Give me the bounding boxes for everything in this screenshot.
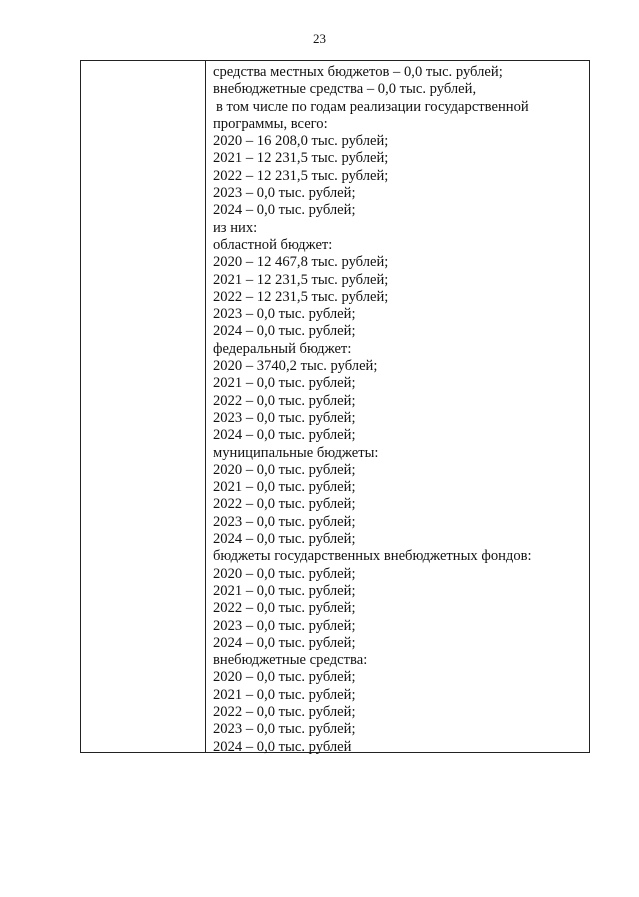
column-divider <box>205 61 206 752</box>
text-line: 2024 – 0,0 тыс. рублей; <box>213 202 356 219</box>
text-line: 2020 – 16 208,0 тыс. рублей; <box>213 133 389 150</box>
text-line: внебюджетные средства: <box>213 652 368 669</box>
text-line: 2023 – 0,0 тыс. рублей; <box>213 306 356 323</box>
text-line: 2024 – 0,0 тыс. рублей; <box>213 427 356 444</box>
text-line: средства местных бюджетов – 0,0 тыс. рублей; <box>213 64 503 80</box>
text-line: 2022 – 0,0 тыс. рублей; <box>213 496 356 513</box>
text-line: программы, всего: <box>213 115 328 132</box>
text-line: 2021 – 0,0 тыс. рублей; <box>213 375 356 392</box>
funding-table <box>80 60 590 753</box>
text-line: 2023 – 0,0 тыс. рублей; <box>213 513 356 530</box>
text-line: 2024 – 0,0 тыс. рублей; <box>213 531 356 548</box>
text-line: 2020 – 0,0 тыс. рублей; <box>213 565 356 582</box>
text-line: в том числе по годам реализации государственной <box>216 98 529 115</box>
text-line: 2024 – 0,0 тыс. рублей; <box>213 634 356 651</box>
table-left-cell <box>81 61 205 752</box>
text-line: 2023 – 0,0 тыс. рублей; <box>213 185 356 202</box>
text-line: 2024 – 0,0 тыс. рублей <box>213 738 352 755</box>
text-line: областной бюджет: <box>213 236 333 253</box>
text-line: 2023 – 0,0 тыс. рублей; <box>213 721 356 738</box>
table-right-cell <box>213 64 585 756</box>
text-line: 2021 – 12 231,5 тыс. рублей; <box>213 271 389 288</box>
text-line: 2022 – 0,0 тыс. рублей; <box>213 703 356 720</box>
text-line: 2024 – 0,0 тыс. рублей; <box>213 323 356 340</box>
page-number: 23 <box>313 31 326 46</box>
text-line: муниципальные бюджеты: <box>213 444 379 461</box>
text-line: 2021 – 0,0 тыс. рублей; <box>213 479 356 496</box>
text-line: федеральный бюджет: <box>213 340 352 357</box>
text-line: 2020 – 0,0 тыс. рублей; <box>213 461 356 478</box>
text-line: 2021 – 0,0 тыс. рублей; <box>213 686 356 703</box>
text-line: 2021 – 12 231,5 тыс. рублей; <box>213 150 389 167</box>
text-line: 2022 – 0,0 тыс. рублей; <box>213 392 356 409</box>
text-line: 2023 – 0,0 тыс. рублей; <box>213 617 356 634</box>
text-line: внебюджетные средства – 0,0 тыс. рублей, <box>213 81 477 98</box>
text-line: 2020 – 12 467,8 тыс. рублей; <box>213 254 389 271</box>
text-line: 2021 – 0,0 тыс. рублей; <box>213 582 356 599</box>
text-line: 2022 – 12 231,5 тыс. рублей; <box>213 167 389 184</box>
text-line: 2023 – 0,0 тыс. рублей; <box>213 409 356 426</box>
text-line: 2022 – 12 231,5 тыс. рублей; <box>213 288 389 305</box>
text-line: из них: <box>213 219 258 236</box>
text-line: 2022 – 0,0 тыс. рублей; <box>213 600 356 617</box>
text-line: бюджеты государственных внебюджетных фондов: <box>213 548 532 565</box>
text-line: 2020 – 0,0 тыс. рублей; <box>213 669 356 686</box>
text-line: 2020 – 3740,2 тыс. рублей; <box>213 358 378 375</box>
